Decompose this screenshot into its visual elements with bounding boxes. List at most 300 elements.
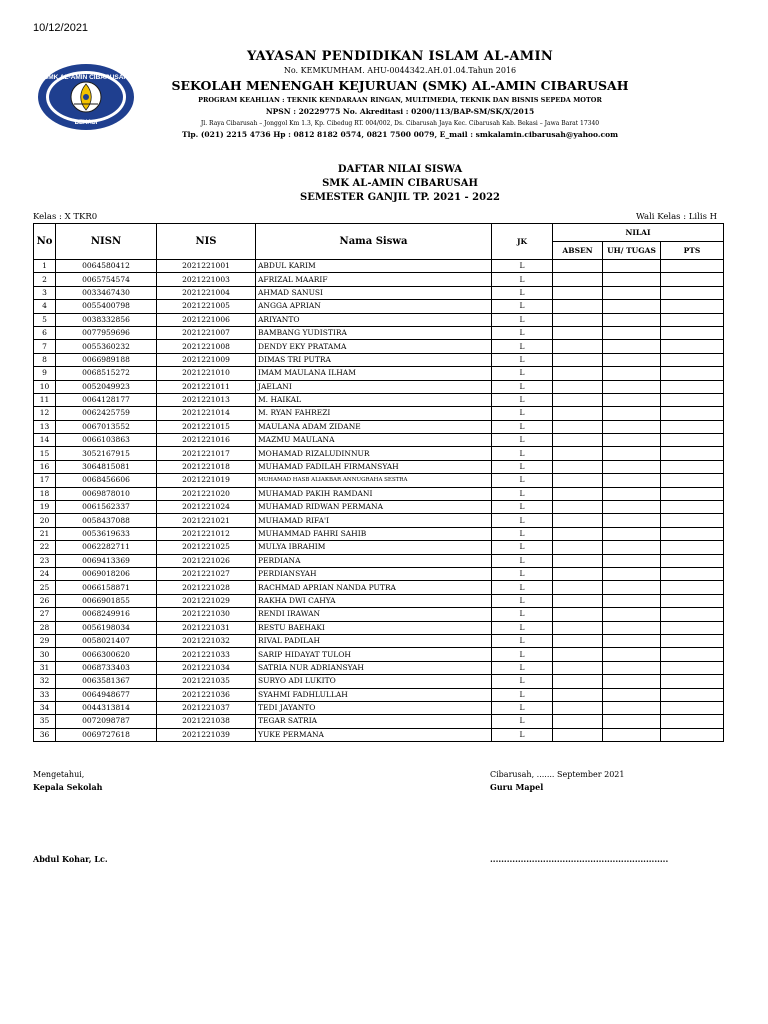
table-row	[34, 634, 724, 647]
cell-nisn: 0055360232	[56, 340, 157, 353]
cell-nis: 2021221012	[157, 527, 256, 540]
cell-no: 33	[34, 688, 56, 701]
foundation-name: YAYASAN PENDIDIKAN ISLAM AL-AMIN	[246, 49, 554, 64]
cell-no: 12	[34, 407, 56, 420]
cell-pts	[661, 594, 724, 607]
cell-nama: MUHAMAD FADILAH FIRMANSYAH	[256, 460, 492, 473]
cell-absen	[553, 701, 603, 714]
cell-uh-tugas	[603, 608, 661, 621]
cell-uh-tugas	[603, 501, 661, 514]
cell-nisn: 0066158871	[56, 581, 157, 594]
cell-no: 9	[34, 367, 56, 380]
cell-pts	[661, 527, 724, 540]
cell-nama: ABDUL KARIM	[256, 260, 492, 273]
cell-uh-tugas	[603, 380, 661, 393]
cell-uh-tugas	[603, 434, 661, 447]
cell-nis: 2021221006	[157, 313, 256, 326]
cell-nis: 2021221008	[157, 340, 256, 353]
cell-jk: L	[492, 688, 553, 701]
cell-nis: 2021221031	[157, 621, 256, 634]
table-row	[34, 434, 724, 447]
logo-bottom-text: BEKASI	[74, 120, 98, 126]
cell-uh-tugas	[603, 541, 661, 554]
principal-signature-block	[33, 768, 102, 794]
cell-nama: DENDY EKY PRATAMA	[256, 340, 492, 353]
cell-absen	[553, 300, 603, 313]
cell-uh-tugas	[603, 554, 661, 567]
cell-no: 26	[34, 594, 56, 607]
cell-nis: 2021221028	[157, 581, 256, 594]
cell-nisn: 0068733403	[56, 661, 157, 674]
cell-absen	[553, 728, 603, 741]
cell-no: 6	[34, 326, 56, 339]
teacher-title: Guru Mapel	[490, 782, 544, 792]
cell-uh-tugas	[603, 367, 661, 380]
cell-nis: 2021221026	[157, 554, 256, 567]
table-row	[34, 581, 724, 594]
cell-no: 27	[34, 608, 56, 621]
cell-absen	[553, 487, 603, 500]
cell-jk: L	[492, 514, 553, 527]
cell-absen	[553, 527, 603, 540]
cell-nis: 2021221021	[157, 514, 256, 527]
cell-no: 20	[34, 514, 56, 527]
cell-nis: 2021221011	[157, 380, 256, 393]
cell-uh-tugas	[603, 273, 661, 286]
header-absen: ABSEN	[553, 242, 603, 260]
cell-jk: L	[492, 608, 553, 621]
npsn-line: NPSN : 20229775 No. Akreditasi : 0200/113/BAP-SM/SK/X/2015	[265, 107, 535, 116]
table-row	[34, 474, 724, 487]
cell-pts	[661, 380, 724, 393]
table-row	[34, 701, 724, 714]
cell-nama: MUHAMMAD FAHRI SAHIB	[256, 527, 492, 540]
cell-nisn: 0053619633	[56, 527, 157, 540]
cell-nisn: 0058437088	[56, 514, 157, 527]
header-jk: JK	[492, 224, 553, 260]
cell-uh-tugas	[603, 353, 661, 366]
teacher-signature-block	[490, 768, 624, 794]
cell-uh-tugas	[603, 594, 661, 607]
cell-no: 21	[34, 527, 56, 540]
cell-jk: L	[492, 541, 553, 554]
cell-absen	[553, 688, 603, 701]
cell-nisn: 0066989188	[56, 353, 157, 366]
cell-nama: RACHMAD APRIAN NANDA PUTRA	[256, 581, 492, 594]
cell-nisn: 0056198034	[56, 621, 157, 634]
table-row	[34, 541, 724, 554]
cell-no: 2	[34, 273, 56, 286]
cell-absen	[553, 326, 603, 339]
table-row	[34, 353, 724, 366]
cell-uh-tugas	[603, 581, 661, 594]
cell-nisn: 3064815081	[56, 460, 157, 473]
cell-pts	[661, 688, 724, 701]
teacher-name-blank: ................................................................	[490, 854, 669, 864]
header-nama: Nama Siswa	[256, 224, 492, 260]
header-uh-tugas: UH/ TUGAS	[603, 242, 661, 260]
cell-jk: L	[492, 393, 553, 406]
cell-no: 19	[34, 501, 56, 514]
cell-pts	[661, 447, 724, 460]
cell-nis: 2021221007	[157, 326, 256, 339]
cell-no: 25	[34, 581, 56, 594]
cell-no: 11	[34, 393, 56, 406]
cell-nama: MUHAMAD PAKIH RAMDANI	[256, 487, 492, 500]
cell-nisn: 0065754574	[56, 273, 157, 286]
cell-pts	[661, 300, 724, 313]
cell-nisn: 0072098787	[56, 715, 157, 728]
table-row	[34, 608, 724, 621]
cell-nisn: 0069413369	[56, 554, 157, 567]
cell-nama: RESTU BAEHAKI	[256, 621, 492, 634]
cell-nama: MAZMU MAULANA	[256, 434, 492, 447]
cell-pts	[661, 286, 724, 299]
cell-absen	[553, 273, 603, 286]
cell-pts	[661, 487, 724, 500]
cell-pts	[661, 340, 724, 353]
cell-nama: ANGGA APRIAN	[256, 300, 492, 313]
cell-jk: L	[492, 380, 553, 393]
cell-jk: L	[492, 420, 553, 433]
cell-nama: SATRIA NUR ADRIANSYAH	[256, 661, 492, 674]
table-row	[34, 380, 724, 393]
table-row	[34, 340, 724, 353]
cell-nama: ARIYANTO	[256, 313, 492, 326]
cell-absen	[553, 393, 603, 406]
cell-absen	[553, 313, 603, 326]
cell-jk: L	[492, 353, 553, 366]
cell-pts	[661, 608, 724, 621]
cell-nama: RAKHA DWI CAHYA	[256, 594, 492, 607]
header-no: No	[34, 224, 56, 260]
cell-absen	[553, 634, 603, 647]
cell-nis: 2021221027	[157, 567, 256, 580]
cell-nama: BAMBANG YUDISTIRA	[256, 326, 492, 339]
cell-absen	[553, 554, 603, 567]
cell-uh-tugas	[603, 474, 661, 487]
cell-pts	[661, 675, 724, 688]
cell-nisn: 0064128177	[56, 393, 157, 406]
cell-nisn: 0061562337	[56, 501, 157, 514]
cell-no: 31	[34, 661, 56, 674]
header-nis: NIS	[157, 224, 256, 260]
cell-jk: L	[492, 715, 553, 728]
cell-nisn: 0068456606	[56, 474, 157, 487]
cell-uh-tugas	[603, 701, 661, 714]
table-row	[34, 501, 724, 514]
cell-absen	[553, 447, 603, 460]
cell-nisn: 0052049923	[56, 380, 157, 393]
cell-absen	[553, 420, 603, 433]
cell-nis: 2021221037	[157, 701, 256, 714]
cell-no: 35	[34, 715, 56, 728]
cell-jk: L	[492, 340, 553, 353]
cell-nama: M. RYAN FAHREZI	[256, 407, 492, 420]
cell-jk: L	[492, 581, 553, 594]
cell-nisn: 3052167915	[56, 447, 157, 460]
header-nilai: NILAI	[553, 224, 724, 242]
decree-number: No. KEMKUMHAM. AHU-0044342.AH.01.04.Tahun 2016	[283, 66, 517, 75]
table-row	[34, 420, 724, 433]
table-row	[34, 648, 724, 661]
table-row	[34, 273, 724, 286]
cell-jk: L	[492, 501, 553, 514]
cell-jk: L	[492, 367, 553, 380]
cell-nisn: 0066901855	[56, 594, 157, 607]
cell-no: 4	[34, 300, 56, 313]
cell-uh-tugas	[603, 260, 661, 273]
cell-nama: TEDI JAYANTO	[256, 701, 492, 714]
cell-jk: L	[492, 554, 553, 567]
document-title	[200, 163, 600, 205]
cell-nis: 2021221033	[157, 648, 256, 661]
cell-no: 5	[34, 313, 56, 326]
cell-no: 32	[34, 675, 56, 688]
cell-pts	[661, 514, 724, 527]
cell-nama: AHMAD SANUSI	[256, 286, 492, 299]
cell-nama: MUHAMAD RIDWAN PERMANA	[256, 501, 492, 514]
cell-absen	[553, 340, 603, 353]
cell-nis: 2021221010	[157, 367, 256, 380]
cell-pts	[661, 728, 724, 741]
cell-nisn: 0044313814	[56, 701, 157, 714]
cell-absen	[553, 608, 603, 621]
cell-no: 15	[34, 447, 56, 460]
cell-uh-tugas	[603, 340, 661, 353]
cell-nis: 2021221003	[157, 273, 256, 286]
table-row	[34, 688, 724, 701]
cell-pts	[661, 420, 724, 433]
letterhead	[160, 48, 640, 141]
cell-jk: L	[492, 273, 553, 286]
cell-pts	[661, 567, 724, 580]
cell-nisn: 0038332856	[56, 313, 157, 326]
table-row	[34, 286, 724, 299]
place-date-label: Cibarusah, ....... September 2021	[490, 770, 625, 779]
cell-nis: 2021221017	[157, 447, 256, 460]
cell-no: 28	[34, 621, 56, 634]
cell-pts	[661, 715, 724, 728]
grades-table	[33, 223, 724, 742]
table-row	[34, 326, 724, 339]
cell-nama: JAELANI	[256, 380, 492, 393]
cell-pts	[661, 393, 724, 406]
cell-no: 17	[34, 474, 56, 487]
cell-pts	[661, 621, 724, 634]
cell-absen	[553, 407, 603, 420]
table-row	[34, 567, 724, 580]
school-name: SEKOLAH MENENGAH KEJURUAN (SMK) AL-AMIN CIBARUSAH	[171, 78, 629, 93]
cell-nis: 2021221024	[157, 501, 256, 514]
cell-nisn: 0069018206	[56, 567, 157, 580]
cell-uh-tugas	[603, 393, 661, 406]
cell-nama: MAULANA ADAM ZIDANE	[256, 420, 492, 433]
cell-pts	[661, 701, 724, 714]
program-line: PROGRAM KEAHLIAN : TEKNIK KENDARAAN RINGAN, MULTIMEDIA, TEKNIK DAN BISNIS SEPEDA MOTOR	[198, 96, 602, 104]
cell-no: 1	[34, 260, 56, 273]
table-row	[34, 715, 724, 728]
cell-absen	[553, 675, 603, 688]
cell-no: 29	[34, 634, 56, 647]
cell-nis: 2021221020	[157, 487, 256, 500]
cell-uh-tugas	[603, 715, 661, 728]
cell-uh-tugas	[603, 675, 661, 688]
cell-no: 22	[34, 541, 56, 554]
cell-nis: 2021221015	[157, 420, 256, 433]
cell-nis: 2021221014	[157, 407, 256, 420]
acknowledged-label: Mengetahui,	[33, 770, 85, 779]
table-row	[34, 447, 724, 460]
cell-pts	[661, 501, 724, 514]
table-row	[34, 728, 724, 741]
table-row	[34, 527, 724, 540]
cell-uh-tugas	[603, 447, 661, 460]
cell-jk: L	[492, 434, 553, 447]
cell-absen	[553, 567, 603, 580]
cell-jk: L	[492, 460, 553, 473]
cell-no: 36	[34, 728, 56, 741]
cell-nis: 2021221004	[157, 286, 256, 299]
cell-pts	[661, 661, 724, 674]
homeroom-teacher-label: Wali Kelas : Lilis H	[636, 212, 718, 222]
table-row	[34, 313, 724, 326]
cell-jk: L	[492, 527, 553, 540]
cell-nisn: 0062282711	[56, 541, 157, 554]
cell-uh-tugas	[603, 567, 661, 580]
cell-no: 24	[34, 567, 56, 580]
cell-nis: 2021221032	[157, 634, 256, 647]
cell-uh-tugas	[603, 688, 661, 701]
table-row	[34, 460, 724, 473]
cell-nama: MULYA IBRAHIM	[256, 541, 492, 554]
cell-absen	[553, 501, 603, 514]
cell-no: 30	[34, 648, 56, 661]
cell-absen	[553, 367, 603, 380]
cell-nis: 2021221039	[157, 728, 256, 741]
cell-uh-tugas	[603, 621, 661, 634]
cell-nisn: 0069878010	[56, 487, 157, 500]
cell-no: 23	[34, 554, 56, 567]
cell-uh-tugas	[603, 326, 661, 339]
principal-title: Kepala Sekolah	[33, 782, 103, 792]
cell-jk: L	[492, 621, 553, 634]
cell-no: 8	[34, 353, 56, 366]
cell-uh-tugas	[603, 514, 661, 527]
cell-no: 7	[34, 340, 56, 353]
cell-jk: L	[492, 675, 553, 688]
cell-nama: MOHAMAD RIZALUDINNUR	[256, 447, 492, 460]
cell-jk: L	[492, 300, 553, 313]
cell-uh-tugas	[603, 300, 661, 313]
cell-uh-tugas	[603, 420, 661, 433]
cell-uh-tugas	[603, 286, 661, 299]
cell-nama: YUKE PERMANA	[256, 728, 492, 741]
cell-jk: L	[492, 567, 553, 580]
cell-absen	[553, 514, 603, 527]
cell-pts	[661, 554, 724, 567]
table-row	[34, 367, 724, 380]
cell-nisn: 0066103863	[56, 434, 157, 447]
cell-nisn: 0064580412	[56, 260, 157, 273]
cell-nis: 2021221013	[157, 393, 256, 406]
cell-jk: L	[492, 648, 553, 661]
cell-nama: TEGAR SATRIA	[256, 715, 492, 728]
cell-jk: L	[492, 661, 553, 674]
cell-uh-tugas	[603, 460, 661, 473]
cell-nis: 2021221030	[157, 608, 256, 621]
cell-nama: M. HAIKAL	[256, 393, 492, 406]
cell-nisn: 0069727618	[56, 728, 157, 741]
cell-nama: SARIP HIDAYAT TULOH	[256, 648, 492, 661]
cell-pts	[661, 460, 724, 473]
table-row	[34, 393, 724, 406]
cell-nis: 2021221001	[157, 260, 256, 273]
cell-jk: L	[492, 728, 553, 741]
cell-pts	[661, 474, 724, 487]
cell-nisn: 0058021407	[56, 634, 157, 647]
cell-nama: RENDI IRAWAN	[256, 608, 492, 621]
cell-nisn: 0062425759	[56, 407, 157, 420]
cell-absen	[553, 715, 603, 728]
cell-absen	[553, 621, 603, 634]
table-row	[34, 594, 724, 607]
cell-nisn: 0063581367	[56, 675, 157, 688]
cell-absen	[553, 286, 603, 299]
cell-absen	[553, 581, 603, 594]
cell-jk: L	[492, 594, 553, 607]
cell-uh-tugas	[603, 313, 661, 326]
cell-pts	[661, 434, 724, 447]
cell-nis: 2021221016	[157, 434, 256, 447]
cell-no: 18	[34, 487, 56, 500]
cell-pts	[661, 353, 724, 366]
cell-pts	[661, 407, 724, 420]
cell-pts	[661, 367, 724, 380]
cell-nisn: 0077959696	[56, 326, 157, 339]
cell-uh-tugas	[603, 661, 661, 674]
cell-no: 14	[34, 434, 56, 447]
cell-nama: PERDIANSYAH	[256, 567, 492, 580]
cell-nisn: 0068249916	[56, 608, 157, 621]
cell-jk: L	[492, 326, 553, 339]
cell-nis: 2021221018	[157, 460, 256, 473]
cell-uh-tugas	[603, 527, 661, 540]
cell-uh-tugas	[603, 487, 661, 500]
cell-pts	[661, 260, 724, 273]
title-line-3: SEMESTER GANJIL TP. 2021 - 2022	[299, 192, 501, 203]
cell-jk: L	[492, 701, 553, 714]
cell-nisn: 0068515272	[56, 367, 157, 380]
cell-pts	[661, 648, 724, 661]
cell-absen	[553, 380, 603, 393]
cell-nisn: 0064948677	[56, 688, 157, 701]
cell-nama: MUHAMAD RIFA'I	[256, 514, 492, 527]
cell-nama: IMAM MAULANA ILHAM	[256, 367, 492, 380]
class-label: Kelas : X TKR0	[33, 212, 98, 222]
cell-nis: 2021221025	[157, 541, 256, 554]
cell-jk: L	[492, 447, 553, 460]
cell-nis: 2021221038	[157, 715, 256, 728]
cell-nis: 2021221019	[157, 474, 256, 487]
table-row	[34, 487, 724, 500]
cell-pts	[661, 541, 724, 554]
cell-absen	[553, 594, 603, 607]
cell-nisn: 0033467430	[56, 286, 157, 299]
title-line-1: DAFTAR NILAI SISWA	[337, 164, 463, 175]
cell-jk: L	[492, 313, 553, 326]
cell-uh-tugas	[603, 407, 661, 420]
